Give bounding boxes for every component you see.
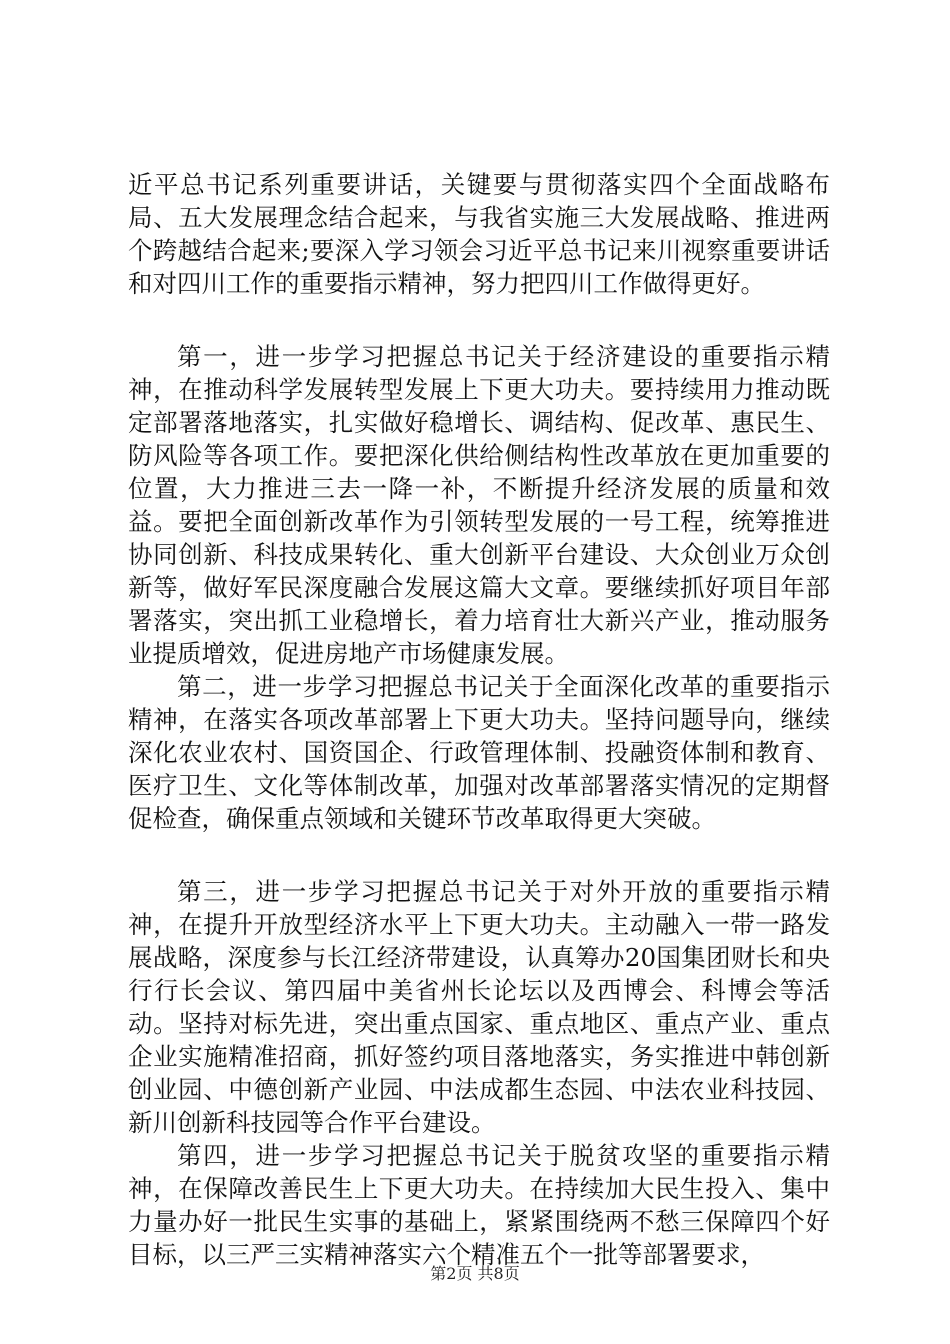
paragraph-third: 第三，进一步学习把握总书记关于对外开放的重要指示精神，在提升开放型经济水平上下更大功夫。主动融入一带一路发展战略，深度参与长江经济带建设，认真筹办20国集团财长和央行行长会议、第四届中美省州长论坛以及西博会、科博会等活动。坚持对标先进，突出重点国家、重点地区、重点产业、重点企业实施精准招商，抓好签约项目落地落实，务实推进中韩创新创业园、中德创新产业园、中法成都生态园、中法农业科技园、新川创新科技园等合作平台建设。 <box>128 877 830 1137</box>
paragraph-first: 第一，进一步学习把握总书记关于经济建设的重要指示精神，在推动科学发展转型发展上下更大功夫。要持续用力推动既定部署落地落实，扎实做好稳增长、调结构、促改革、惠民生、防风险等各项工作。要把深化供给侧结构性改革放在更加重要的位置，大力推进三去一降一补，不断提升经济发展的质量和效益。要把全面创新改革作为引领转型发展的一号工程，统筹推进协同创新、科技成果转化、重大创新平台建设、大众创业万众创新等，做好军民深度融合发展这篇大文章。要继续抓好项目年部署落实，突出抓工业稳增长，着力培育壮大新兴产业，推动服务业提质增效，促进房地产市场健康发展。 <box>128 342 830 668</box>
page-number-footer: 第2页 共8页 <box>430 1264 520 1283</box>
paragraph-second: 第二，进一步学习把握总书记关于全面深化改革的重要指示精神，在落实各项改革部署上下更大功夫。坚持问题导向，继续深化农业农村、国资国企、行政管理体制、投融资体制和教育、医疗卫生、文化等体制改革，加强对改革部署落实情况的定期督促检查，确保重点领域和关键环节改革取得更大突破。 <box>128 672 830 833</box>
paragraph-fourth: 第四，进一步学习把握总书记关于脱贫攻坚的重要指示精神，在保障改善民生上下更大功夫。在持续加大民生投入、集中力量办好一批民生实事的基础上，紧紧围绕两不愁三保障四个好目标，以三严三实精神落实六个精准五个一批等部署要求， <box>128 1141 830 1269</box>
paragraph-intro: 近平总书记系列重要讲话，关键要与贯彻落实四个全面战略布局、五大发展理念结合起来，与我省实施三大发展战略、推进两个跨越结合起来;要深入学习领会习近平总书记来川视察重要讲话和对四川工作的重要指示精神，努力把四川工作做得更好。 <box>128 170 830 298</box>
document-body <box>128 168 830 1271</box>
